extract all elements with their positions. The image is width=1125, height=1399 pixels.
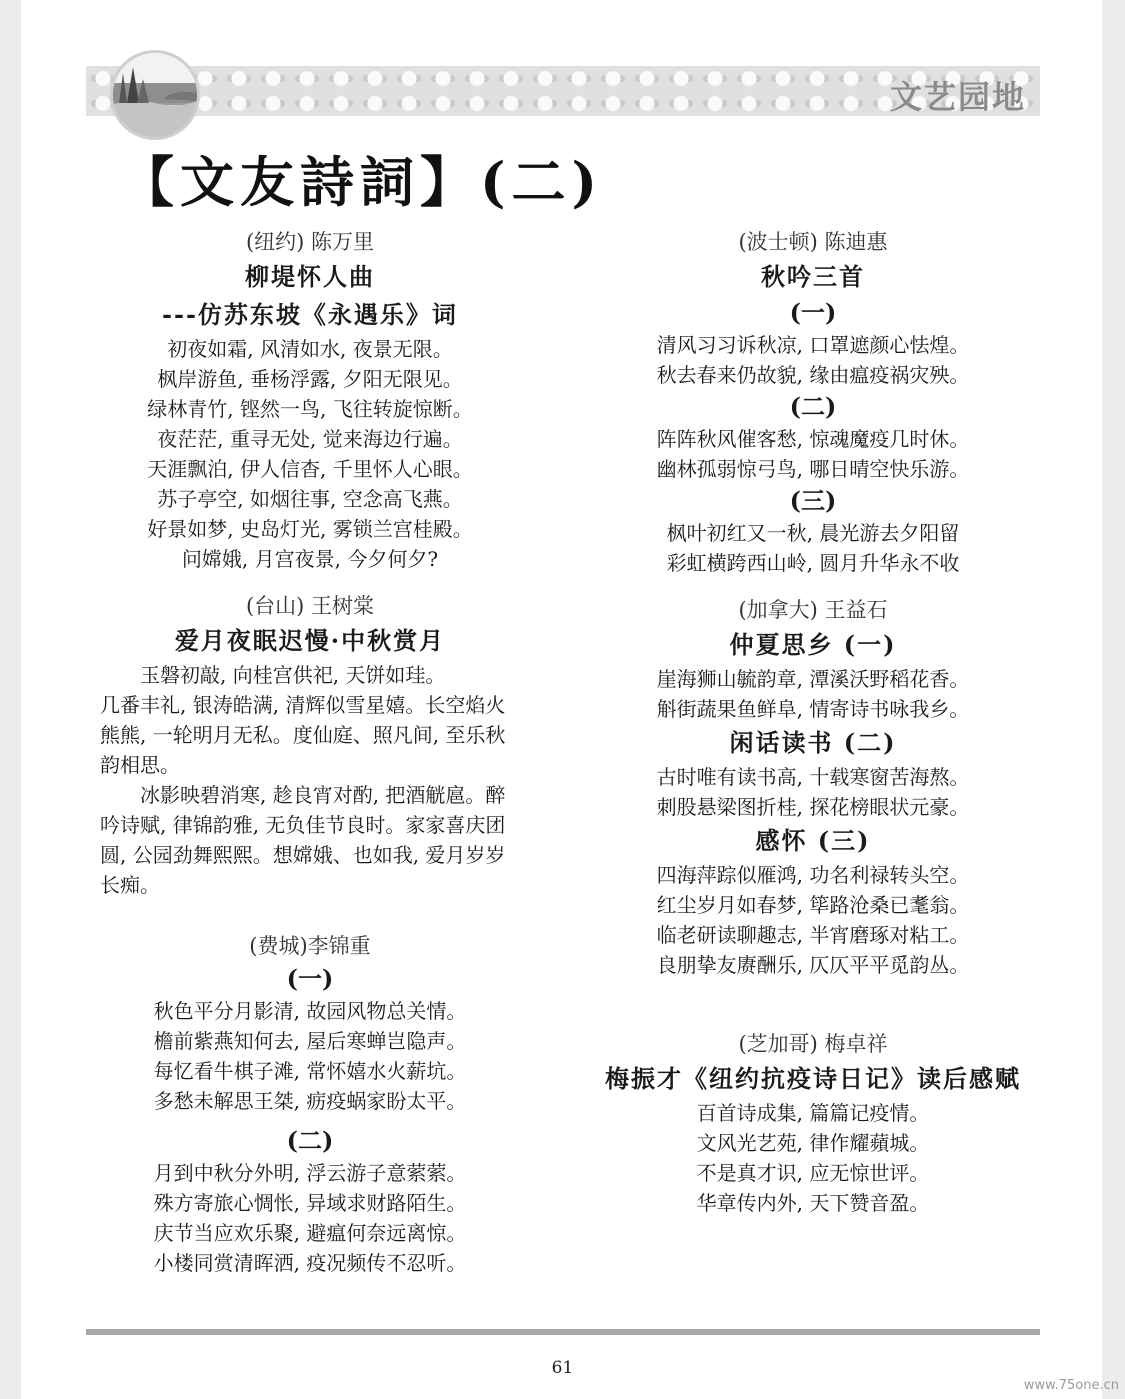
poem-line: 夜茫茫, 重寻无处, 觉来海边行遍。 — [157, 427, 463, 451]
poem-author: (波士顿) 陈迪惠 — [738, 230, 888, 254]
poem-line: 秋去春来仍故貌, 缘由瘟疫祸灾殃。 — [656, 363, 970, 387]
poem-title: 梅振才《纽约抗疫诗日记》读后感赋 — [605, 1064, 1021, 1093]
poem-aiyue — [100, 590, 520, 900]
poem-line: 彩虹横跨西山岭, 圆月升华永不收 — [666, 551, 960, 575]
poem-line: 枫叶初红又一秋, 晨光游去夕阳留 — [666, 521, 960, 545]
poem-part-heading: (二) — [286, 1126, 334, 1155]
poem-author: (芝加哥) 梅卓祥 — [738, 1032, 888, 1056]
poem-line: 文风光艺苑, 律作耀蘋城。 — [696, 1131, 930, 1155]
main-title: 【文友詩詞】(二) — [120, 150, 604, 214]
footer-rule — [86, 1329, 1040, 1335]
poem-paragraph: 冰影映碧消寒, 趁良宵对酌, 把酒觥扈。醉吟诗赋, 律锦韵雅, 无负佳节良时。家家喜庆团圆, 公园劲舞熙熙。想嫦娥、也如我, 爱月岁岁长痴。 — [100, 783, 506, 897]
poem-line: 刺股悬梁图折桂, 探花榜眼状元豪。 — [656, 795, 970, 819]
poem-line: 秋色平分月影清, 故园风物总关情。 — [153, 999, 467, 1023]
poem-li-jinzhong — [100, 930, 520, 1278]
poem-paragraph: 几番丰礼, 银涛皓满, 清辉似雪星嬉。长空焰火熊熊, 一轮明月无私。度仙庭、照凡间, 至乐秋韵相思。 — [100, 693, 506, 777]
poem-line: 月到中秋分外明, 浮云游子意萦萦。 — [153, 1161, 467, 1185]
poem-author: (加拿大) 王益石 — [738, 598, 888, 622]
poem-line: 初夜如霜, 风清如水, 夜景无限。 — [167, 337, 453, 361]
watermark: www.75one.cn — [1023, 1378, 1119, 1393]
poem-line: 清风习习诉秋凉, 口罩遮颜心怯煌。 — [656, 333, 970, 357]
poem-liudi — [100, 226, 520, 574]
poem-part-heading: (三) — [789, 486, 837, 515]
poem-title: 秋吟三首 — [761, 262, 865, 291]
poem-title: 爱月夜眠迟慢·中秋赏月 — [174, 626, 446, 655]
poem-line: 天涯飘泊, 伊人信杳, 千里怀人心眼。 — [147, 457, 473, 481]
poem-line: 枫岸游鱼, 垂杨浮露, 夕阳无限见。 — [157, 367, 463, 391]
poem-part-heading: (二) — [789, 392, 837, 421]
poem-line: 百首诗成集, 篇篇记疫情。 — [696, 1101, 930, 1125]
poem-line: 小楼同赏清晖洒, 疫况频传不忍听。 — [153, 1251, 467, 1275]
poem-line: 多愁未解思王桀, 疬疫蜗家盼太平。 — [153, 1089, 467, 1113]
poem-author: (费城)李锦重 — [249, 934, 371, 958]
poem-line: 华章传内外, 天下赞音盈。 — [696, 1191, 930, 1215]
poem-title: 柳堤怀人曲 — [245, 262, 375, 291]
poem-mei-zhuoxiang — [592, 1028, 1034, 1218]
poem-line: 斛街蔬果鱼鲜阜, 情寄诗书咏我乡。 — [656, 697, 970, 721]
poem-line: 不是真才识, 应无惊世评。 — [696, 1161, 930, 1185]
poem-qiuyin — [592, 226, 1034, 578]
right-column — [592, 226, 1034, 1218]
poem-wang-yishi — [592, 594, 1034, 980]
poem-part-heading: (一) — [286, 964, 334, 993]
poem-title: 仲夏思乡 (一) — [729, 630, 897, 659]
poem-author: (台山) 王树棠 — [245, 594, 375, 618]
poem-line: 良朋挚友赓酬乐, 仄仄平平觅韵丛。 — [656, 953, 970, 977]
left-column — [100, 226, 520, 1278]
poem-line: 绿林青竹, 铿然一鸟, 飞往转旋惊断。 — [147, 397, 473, 421]
poem-line: 古时唯有读书高, 十载寒窗苦海熬。 — [656, 765, 970, 789]
poem-author: (纽约) 陈万里 — [245, 230, 375, 254]
section-title: 文艺园地 — [889, 78, 1026, 116]
poem-title: 闲话读书 (二) — [729, 728, 897, 757]
poem-line: 阵阵秋风催客愁, 惊魂魔疫几时休。 — [656, 427, 970, 451]
poem-part-heading: (一) — [789, 298, 837, 327]
poem-line: 苏子亭空, 如烟往事, 空念高飞燕。 — [157, 487, 463, 511]
poem-line: 问嫦娥, 月宫夜景, 今夕何夕? — [181, 547, 439, 571]
poem-line: 红尘岁月如春梦, 筚路沧桑已耄翁。 — [656, 893, 970, 917]
poem-line: 殊方寄旅心惆怅, 异域求财路陌生。 — [153, 1191, 467, 1215]
poem-title: 感怀 (三) — [755, 826, 871, 855]
poem-line: 檐前紫燕知何去, 屋后寒蝉岂隐声。 — [153, 1029, 467, 1053]
landscape-medallion — [110, 50, 200, 140]
poem-line: 每忆看牛棋子滩, 常怀嬉水火薪坑。 — [153, 1059, 467, 1083]
poem-line: 崖海狮山毓韵章, 潭溪沃野稻花香。 — [656, 667, 970, 691]
poem-line: 幽林孤弱惊弓鸟, 哪日晴空快乐游。 — [656, 457, 970, 481]
poem-line: 四海萍踪似雁鸿, 功名利禄转头空。 — [656, 863, 970, 887]
page-number: 61 — [551, 1358, 574, 1378]
poem-subtitle: ---仿苏东坡《永遇乐》词 — [162, 300, 458, 329]
poem-line: 庆节当应欢乐聚, 避瘟何奈远离惊。 — [153, 1221, 467, 1245]
poem-paragraph: 玉磐初敲, 向桂宫供祀, 天饼如珪。 — [140, 663, 446, 687]
poem-line: 好景如梦, 史岛灯光, 雾锁兰宫桂殿。 — [147, 517, 473, 541]
section-banner — [86, 66, 1040, 116]
poem-line: 临老研读聊趣志, 半宵磨琢对粘工。 — [656, 923, 970, 947]
